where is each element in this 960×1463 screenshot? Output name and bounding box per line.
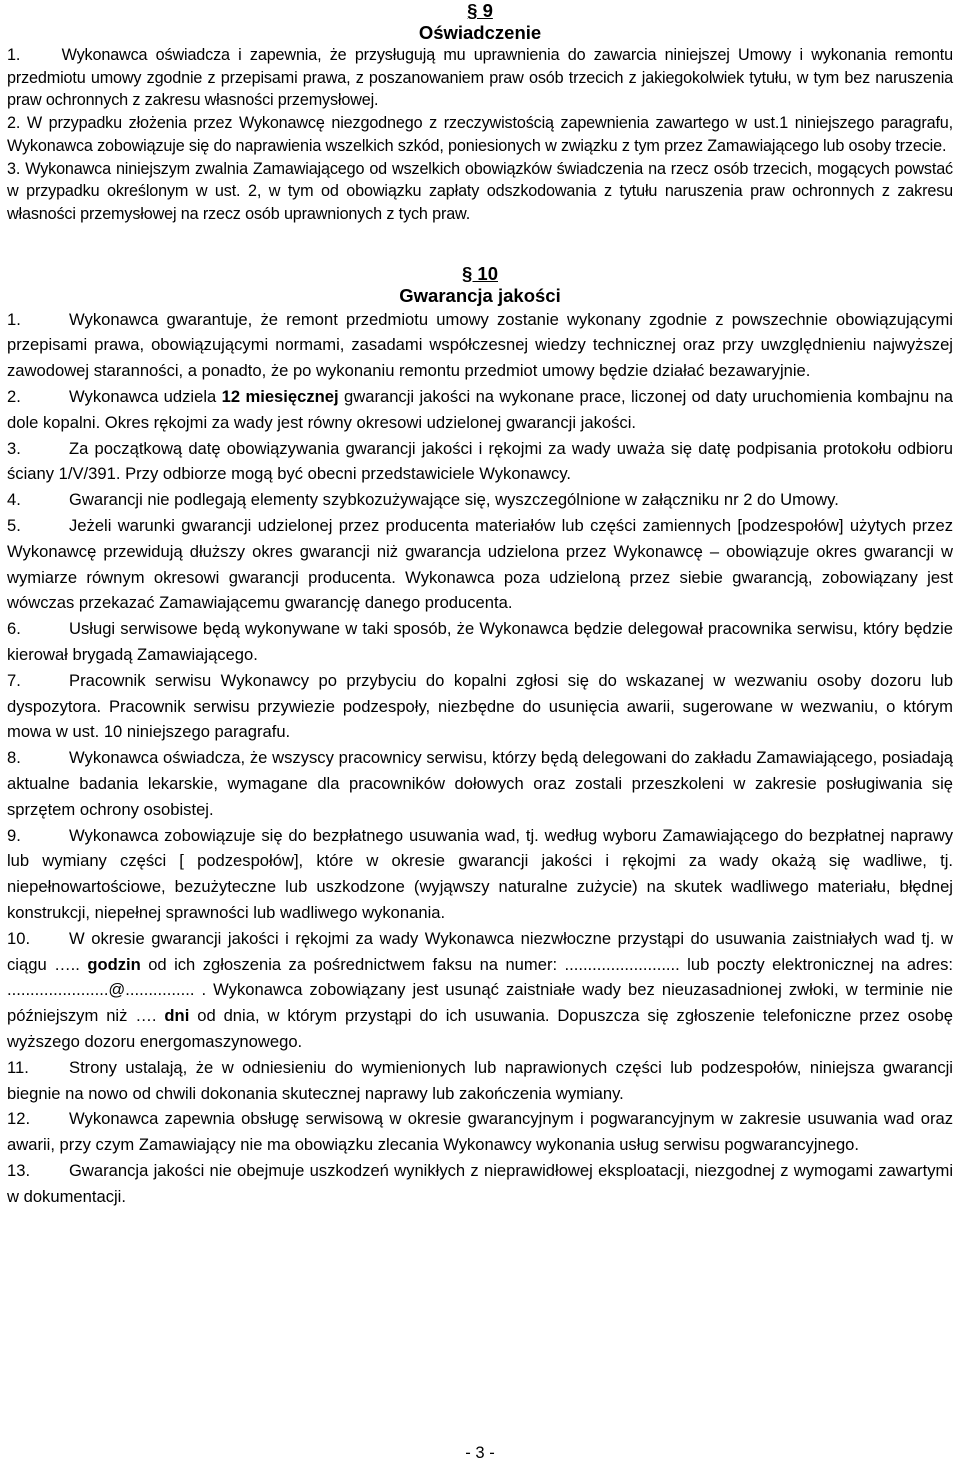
section-10-paragraph-4: [7, 487, 953, 513]
paragraph-text: Jeżeli warunki gwarancji udzielonej przez producenta materiałów lub części zamiennych [podzespołów] użytych przez Wykonawcę przewidują dłuższy okres gwarancji niż gwarancja udzielona przez Wykonawcę – obowiązuje okres gwarancji w wymiarze równym okresowi gwarancji producenta. Wykonawca poza udzieloną przez siebie gwarancją, zobowiązany jest wówczas przekazać Zamawiającemu gwarancję danego producenta.: [7, 516, 953, 613]
paragraph-text: Usługi serwisowe będą wykonywane w taki sposób, że Wykonawca będzie delegował pracownika serwisu, który będzie kierował brygadą Zamawiającego.: [7, 619, 953, 664]
paragraph-number: 8.: [7, 748, 21, 768]
section-10-symbol: § 10: [461, 262, 498, 284]
section-9-paragraph-3: [7, 158, 953, 226]
section-10-paragraph-1: [7, 307, 953, 384]
paragraph-number: 13.: [7, 1160, 31, 1180]
paragraph-text: Pracownik serwisu Wykonawcy po przybyciu do kopalni zgłosi się do wskazanej w wezwaniu osoby dozoru lub dyspozytora. Pracownik serwisu przywiezie podzespoły, niezbędne do usunięcia awarii, sugerowane w wezwaniu, o którym mowa w ust. 10 niniejszego paragrafu.: [7, 670, 953, 742]
paragraph-text: Za początkową datę obowiązywania gwarancji jakości i rękojmi za wady uważa się datę podpisania protokołu odbioru ściany 1/V/391. Przy odbiorze mogą być obecni przedstawiciele Wykonawcy.: [7, 438, 953, 484]
paragraph-number: 3.: [7, 159, 21, 178]
paragraph-text: Gwarancji nie podlegają elementy szybkozużywające się, wyszczególnione w załączniku nr 2 do Umowy.: [69, 490, 839, 510]
section-10-paragraph-12: [7, 1106, 953, 1158]
section-10-paragraph-11: [7, 1055, 953, 1107]
section-9-mark: [7, 0, 953, 22]
section-9-symbol: § 9: [467, 0, 493, 21]
section-10-paragraph-13: [7, 1158, 953, 1210]
paragraph-number: 6.: [7, 619, 21, 639]
paragraph-text-start: Wykonawca udziela: [69, 387, 222, 407]
section-9-title: Oświadczenie: [418, 22, 542, 43]
paragraph-text-part-1: W okresie gwarancji jakości i rękojmi za wady Wykonawca niezwłoczne przystąpi do usuwania zaistniałych wad tj. w ciągu …..: [7, 928, 953, 974]
paragraph-text: Wykonawca gwarantuje, że remont przedmiotu umowy zostanie wykonany zgodnie z powszechnie obowiązującymi przepisami prawa, obowiązującymi normami, zasadami współczesnej wiedzy technicznej oraz przy uwzględnieniu najwyższej zawodowej staranności, a ponadto, że po wykonaniu remontu przedmiot umowy będzie działać bezawaryjnie.: [7, 309, 953, 381]
paragraph-text: Wykonawca oświadcza i zapewnia, że przysługują mu uprawnienia do zawarcia niniejszej Umowy i wykonania remontu przedmiotu umowy zgodnie z przepisami prawa, z poszanowaniem praw osób trzecich z jakiegokolwiek tytułu, w tym bez naruszenia praw ochronnych z zakresu własności przemysłowej.: [7, 46, 953, 110]
paragraph-number: 1.: [7, 309, 21, 329]
paragraph-number: 2.: [7, 114, 21, 133]
paragraph-text-part-3: od dnia, w którym przystąpi do ich usuwania. Dopuszcza się zgłoszenie telefoniczne przez osobę wyższego dozoru energomaszynowego.: [7, 1006, 953, 1051]
page-number: - 3 -: [465, 1443, 495, 1462]
paragraph-number: 10.: [7, 928, 31, 948]
paragraph-number: 11.: [7, 1057, 29, 1077]
section-10-title: Gwarancja jakości: [399, 284, 561, 306]
section-9-paragraph-1: [7, 44, 953, 112]
paragraph-number: 7.: [7, 670, 21, 690]
warranty-period-bold: 12 miesięcznej: [221, 387, 339, 407]
paragraph-text: Wykonawca oświadcza, że wszyscy pracownicy serwisu, którzy będą delegowani do zakładu Zamawiającego, posiadają aktualne badania lekarskie, wymagane dla pracowników dołowych oraz zostali przeszkoleni w zakresie posługiwania się sprzętem ochrony osobistej.: [7, 748, 953, 819]
paragraph-text: Wykonawca niniejszym zwalnia Zamawiającego od wszelkich obowiązków świadczenia na rzecz osób trzecich, mogących powstać w przypadku określonym w ust. 2, w tym od obowiązku zapłaty odszkodowania z tytułu naruszenia praw ochronnych z zakresu własności przemysłowej na rzecz osób uprawnionych z tych praw.: [7, 159, 954, 223]
days-bold: dni: [164, 1006, 190, 1026]
paragraph-number: 12.: [7, 1109, 31, 1129]
paragraph-number: 2.: [7, 387, 21, 407]
paragraph-text: W przypadku złożenia przez Wykonawcę niezgodnego z rzeczywistością zapewnienia zawartego w ust.1 niniejszego paragrafu, Wykonawca zobowiązuje się do naprawienia wszelkich szkód, poniesionych w związku z tym przez Zamawiającego lub osoby trzecie.: [7, 114, 953, 155]
section-9: [7, 0, 953, 226]
hours-bold: godzin: [87, 954, 141, 974]
section-10-paragraph-9: [7, 823, 953, 926]
section-10-mark: [7, 263, 953, 285]
paragraph-text: Strony ustalają, że w odniesieniu do wymienionych lub naprawionych części lub podzespołów, niniejsza gwarancji biegnie na nowo od chwili dokonania skutecznej naprawy lub zakończenia wymiany.: [7, 1057, 953, 1103]
paragraph-text: Gwarancja jakości nie obejmuje uszkodzeń wynikłych z nieprawidłowej eksploatacji, niezgodnej z wymogami zawartymi w dokumentacji.: [7, 1160, 953, 1206]
paragraph-number: 9.: [7, 825, 21, 845]
paragraph-text: Wykonawca zobowiązuje się do bezpłatnego usuwania wad, tj. według wyboru Zamawiającego do bezpłatnej naprawy lub wymiany części [ podzespołów], które w okresie gwarancji jakości i rękojmi za wady okażą się wadliwe, tj. niepełnowartościowe, bezużyteczne lub uszkodzone (wyjąwszy naturalne zużycie) na skutek wadliwego materiału, błędnej konstrukcji, niepełnej sprawności lub wadliwego wykonania.: [7, 825, 953, 922]
section-10-paragraph-2: [7, 384, 953, 436]
document-page: [7, 0, 953, 1210]
section-9-paragraph-2: [7, 112, 953, 157]
section-10: [7, 263, 953, 1210]
paragraph-number: 5.: [7, 516, 21, 535]
section-10-paragraph-10: [7, 926, 953, 1055]
section-10-paragraph-8: [7, 745, 953, 822]
section-10-paragraph-6: [7, 616, 953, 668]
section-10-paragraph-7: [7, 668, 953, 745]
paragraph-text-end: gwarancji jakości na wykonane prace, liczonej od daty uruchomienia kombajnu na dole kopalni. Okres rękojmi za wady jest równy okresowi udzielonej gwarancji jakości.: [7, 387, 954, 432]
paragraph-number: 3.: [7, 438, 21, 458]
section-10-paragraph-5: [7, 513, 953, 616]
paragraph-number: 1.: [7, 46, 21, 64]
paragraph-text: Wykonawca zapewnia obsługę serwisową w okresie gwarancyjnym i pogwarancyjnym w zakresie usuwania wad oraz awarii, przy czym Zamawiający nie ma obowiązku zlecania Wykonawcy wykonania usług serwisu pogwarancyjnego.: [7, 1109, 953, 1155]
section-10-paragraph-3: [7, 436, 953, 488]
paragraph-text-part-2: od ich zgłoszenia za pośrednictwem faksu na numer: ......................... lub poczty elektronicznej na adres: ......................@............... . Wykonawca zobowiązany jest usunąć zaistniałe wady bez nieuzasadnionej zwłoki, w terminie nie późniejszym niż ….: [7, 954, 953, 1026]
paragraph-number: 4.: [7, 490, 21, 510]
